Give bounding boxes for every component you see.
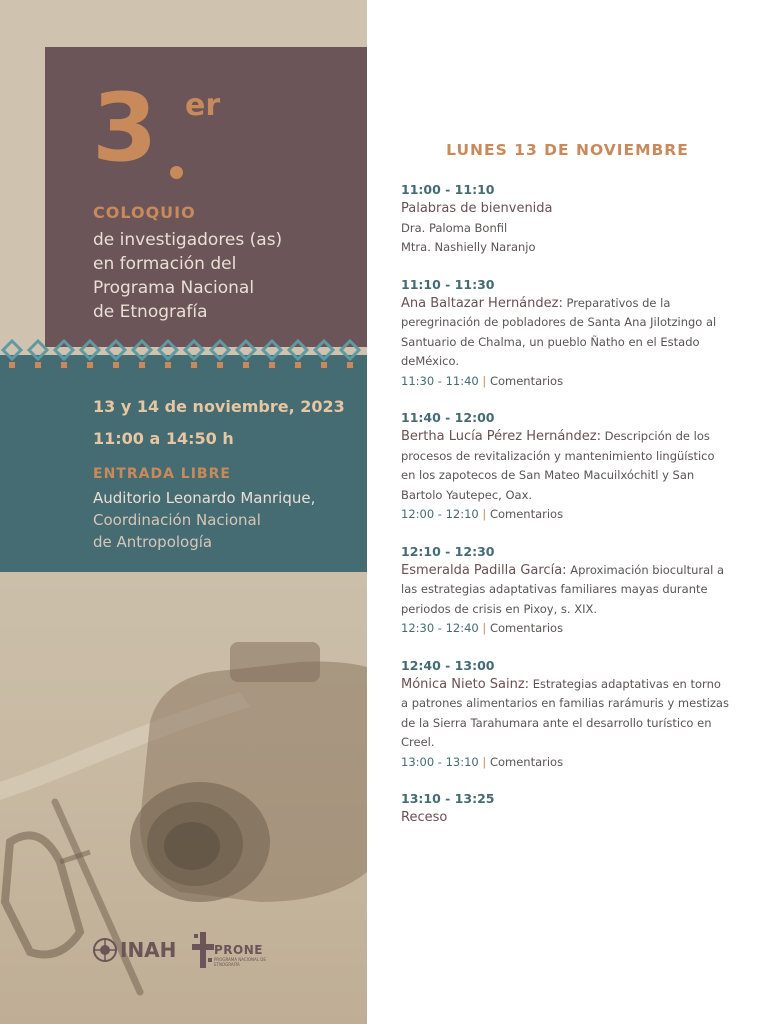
pattern-square (321, 362, 327, 368)
slot-comments (401, 505, 731, 525)
venue-line: Auditorio Leonardo Manrique, (93, 489, 316, 507)
subtitle-line: en formación del (93, 254, 237, 274)
slot-comments (401, 372, 731, 392)
slot-description (401, 675, 731, 753)
edition-dot (170, 166, 183, 179)
event-subtitle (93, 228, 363, 324)
comment-label: Comentarios (489, 754, 564, 769)
pattern-square (217, 362, 223, 368)
pattern-square (9, 362, 15, 368)
prone-logo-text: PRONE (214, 943, 263, 957)
separator: | (478, 621, 490, 635)
slot-description (401, 294, 731, 372)
slot-speaker: Ana Baltazar Hernández: (401, 295, 563, 311)
ethnic-pattern-band (0, 335, 367, 375)
comment-label: Comentarios (489, 507, 564, 521)
slot-description (401, 427, 731, 505)
prone-logo-subtext: PROGRAMA NACIONAL DE ETNOGRAFÍA (214, 957, 266, 967)
event-venue (93, 487, 363, 553)
comment-time: 13:00 - 13:10 (401, 754, 479, 769)
left-panel (0, 0, 367, 1024)
separator: | (478, 507, 490, 521)
slot-speaker: Palabras de bienvenida (401, 201, 553, 216)
schedule-slot (401, 656, 731, 773)
pattern-square (35, 362, 41, 368)
schedule-slot (401, 275, 731, 392)
comment-time: 12:00 - 12:10 (401, 507, 479, 521)
separator: | (478, 373, 490, 388)
slot-description (401, 808, 731, 828)
pattern-square (87, 362, 93, 368)
pattern-square (191, 362, 197, 368)
prone-logo (192, 930, 282, 970)
pattern-square (165, 362, 171, 368)
schedule-list (401, 180, 731, 845)
slot-comments (401, 619, 731, 639)
slot-topic: Preparativos de la peregrinación de pobladores de Santa Ana Jilotzingo al Santuario de Chalma, un pueblo Ñatho en el Estado deMéxico. (401, 295, 717, 368)
comment-time: 11:30 - 11:40 (401, 373, 479, 388)
pattern-square (139, 362, 145, 368)
pattern-square (295, 362, 301, 368)
slot-comments (401, 753, 731, 773)
slot-time: 11:10 - 11:30 (401, 276, 495, 292)
schedule-slot (401, 408, 731, 525)
pattern-square (61, 362, 67, 368)
event-hours: 11:00 a 14:50 h (93, 429, 234, 448)
slot-topic: Aproximación biocultural a las estrategias adaptativas familiares mayas durante periodos de crisis en Pixoy, s. XIX. (401, 562, 725, 616)
venue-line: de Antropología (93, 533, 213, 551)
slot-speaker: Esmeralda Padilla García: (401, 562, 567, 578)
slot-topic: Descripción de los procesos de revitalización y mantenimiento lingüístico en los zapotecos de San Mateo Macuilxóchitl y San Bartolo Yautepec, Oax. (401, 429, 715, 502)
comment-label: Comentarios (489, 621, 564, 635)
pattern-square (113, 362, 119, 368)
inah-logo-text: INAH (120, 938, 177, 962)
inah-emblem-icon (92, 937, 118, 963)
separator: | (478, 754, 490, 769)
subtitle-line: de investigadores (as) (93, 230, 283, 250)
prone-cross-icon (192, 932, 216, 968)
slot-speaker: Receso (401, 810, 448, 825)
slot-time: 12:10 - 12:30 (401, 543, 495, 559)
slot-time: 13:10 - 13:25 (401, 791, 495, 806)
subtitle-line: Programa Nacional (93, 278, 255, 298)
schedule-slot (401, 180, 731, 258)
comment-label: Comentarios (489, 373, 564, 388)
schedule-slot (401, 789, 731, 828)
slot-topic: Estrategias adaptativas en torno a patrones alimentarios en familias rarámuris y mestizas de la Sierra Tarahumara ante el desarrollo turístico en Creel. (401, 676, 729, 749)
slot-speaker: Bertha Lucía Pérez Hernández: (401, 429, 601, 444)
schedule-panel (367, 0, 768, 1024)
event-dates: 13 y 14 de noviembre, 2023 (93, 397, 345, 416)
pattern-square (347, 362, 353, 368)
venue-line: Coordinación Nacional (93, 511, 261, 529)
schedule-slot (401, 542, 731, 639)
slot-description (401, 561, 731, 620)
slot-time: 11:00 - 11:10 (401, 182, 495, 197)
slot-person: Mtra. Nashielly Naranjo (401, 240, 536, 254)
slot-time: 11:40 - 12:00 (401, 410, 495, 425)
slot-speaker: Mónica Nieto Sainz: (401, 676, 530, 692)
schedule-day-title: LUNES 13 DE NOVIEMBRE (446, 141, 689, 159)
slot-description (401, 199, 731, 219)
slot-time: 12:40 - 13:00 (401, 657, 495, 673)
logos (92, 930, 292, 970)
comment-time: 12:30 - 12:40 (401, 621, 479, 635)
slot-person: Dra. Paloma Bonfil (401, 220, 508, 235)
inah-logo (92, 930, 182, 970)
edition-number: 3 (92, 74, 156, 183)
event-title: COLOQUIO (93, 203, 196, 222)
pattern-square (269, 362, 275, 368)
subtitle-line: de Etnografía (93, 302, 208, 322)
free-entry-label: ENTRADA LIBRE (93, 466, 231, 482)
pattern-square (243, 362, 249, 368)
edition-suffix: er (185, 88, 221, 123)
